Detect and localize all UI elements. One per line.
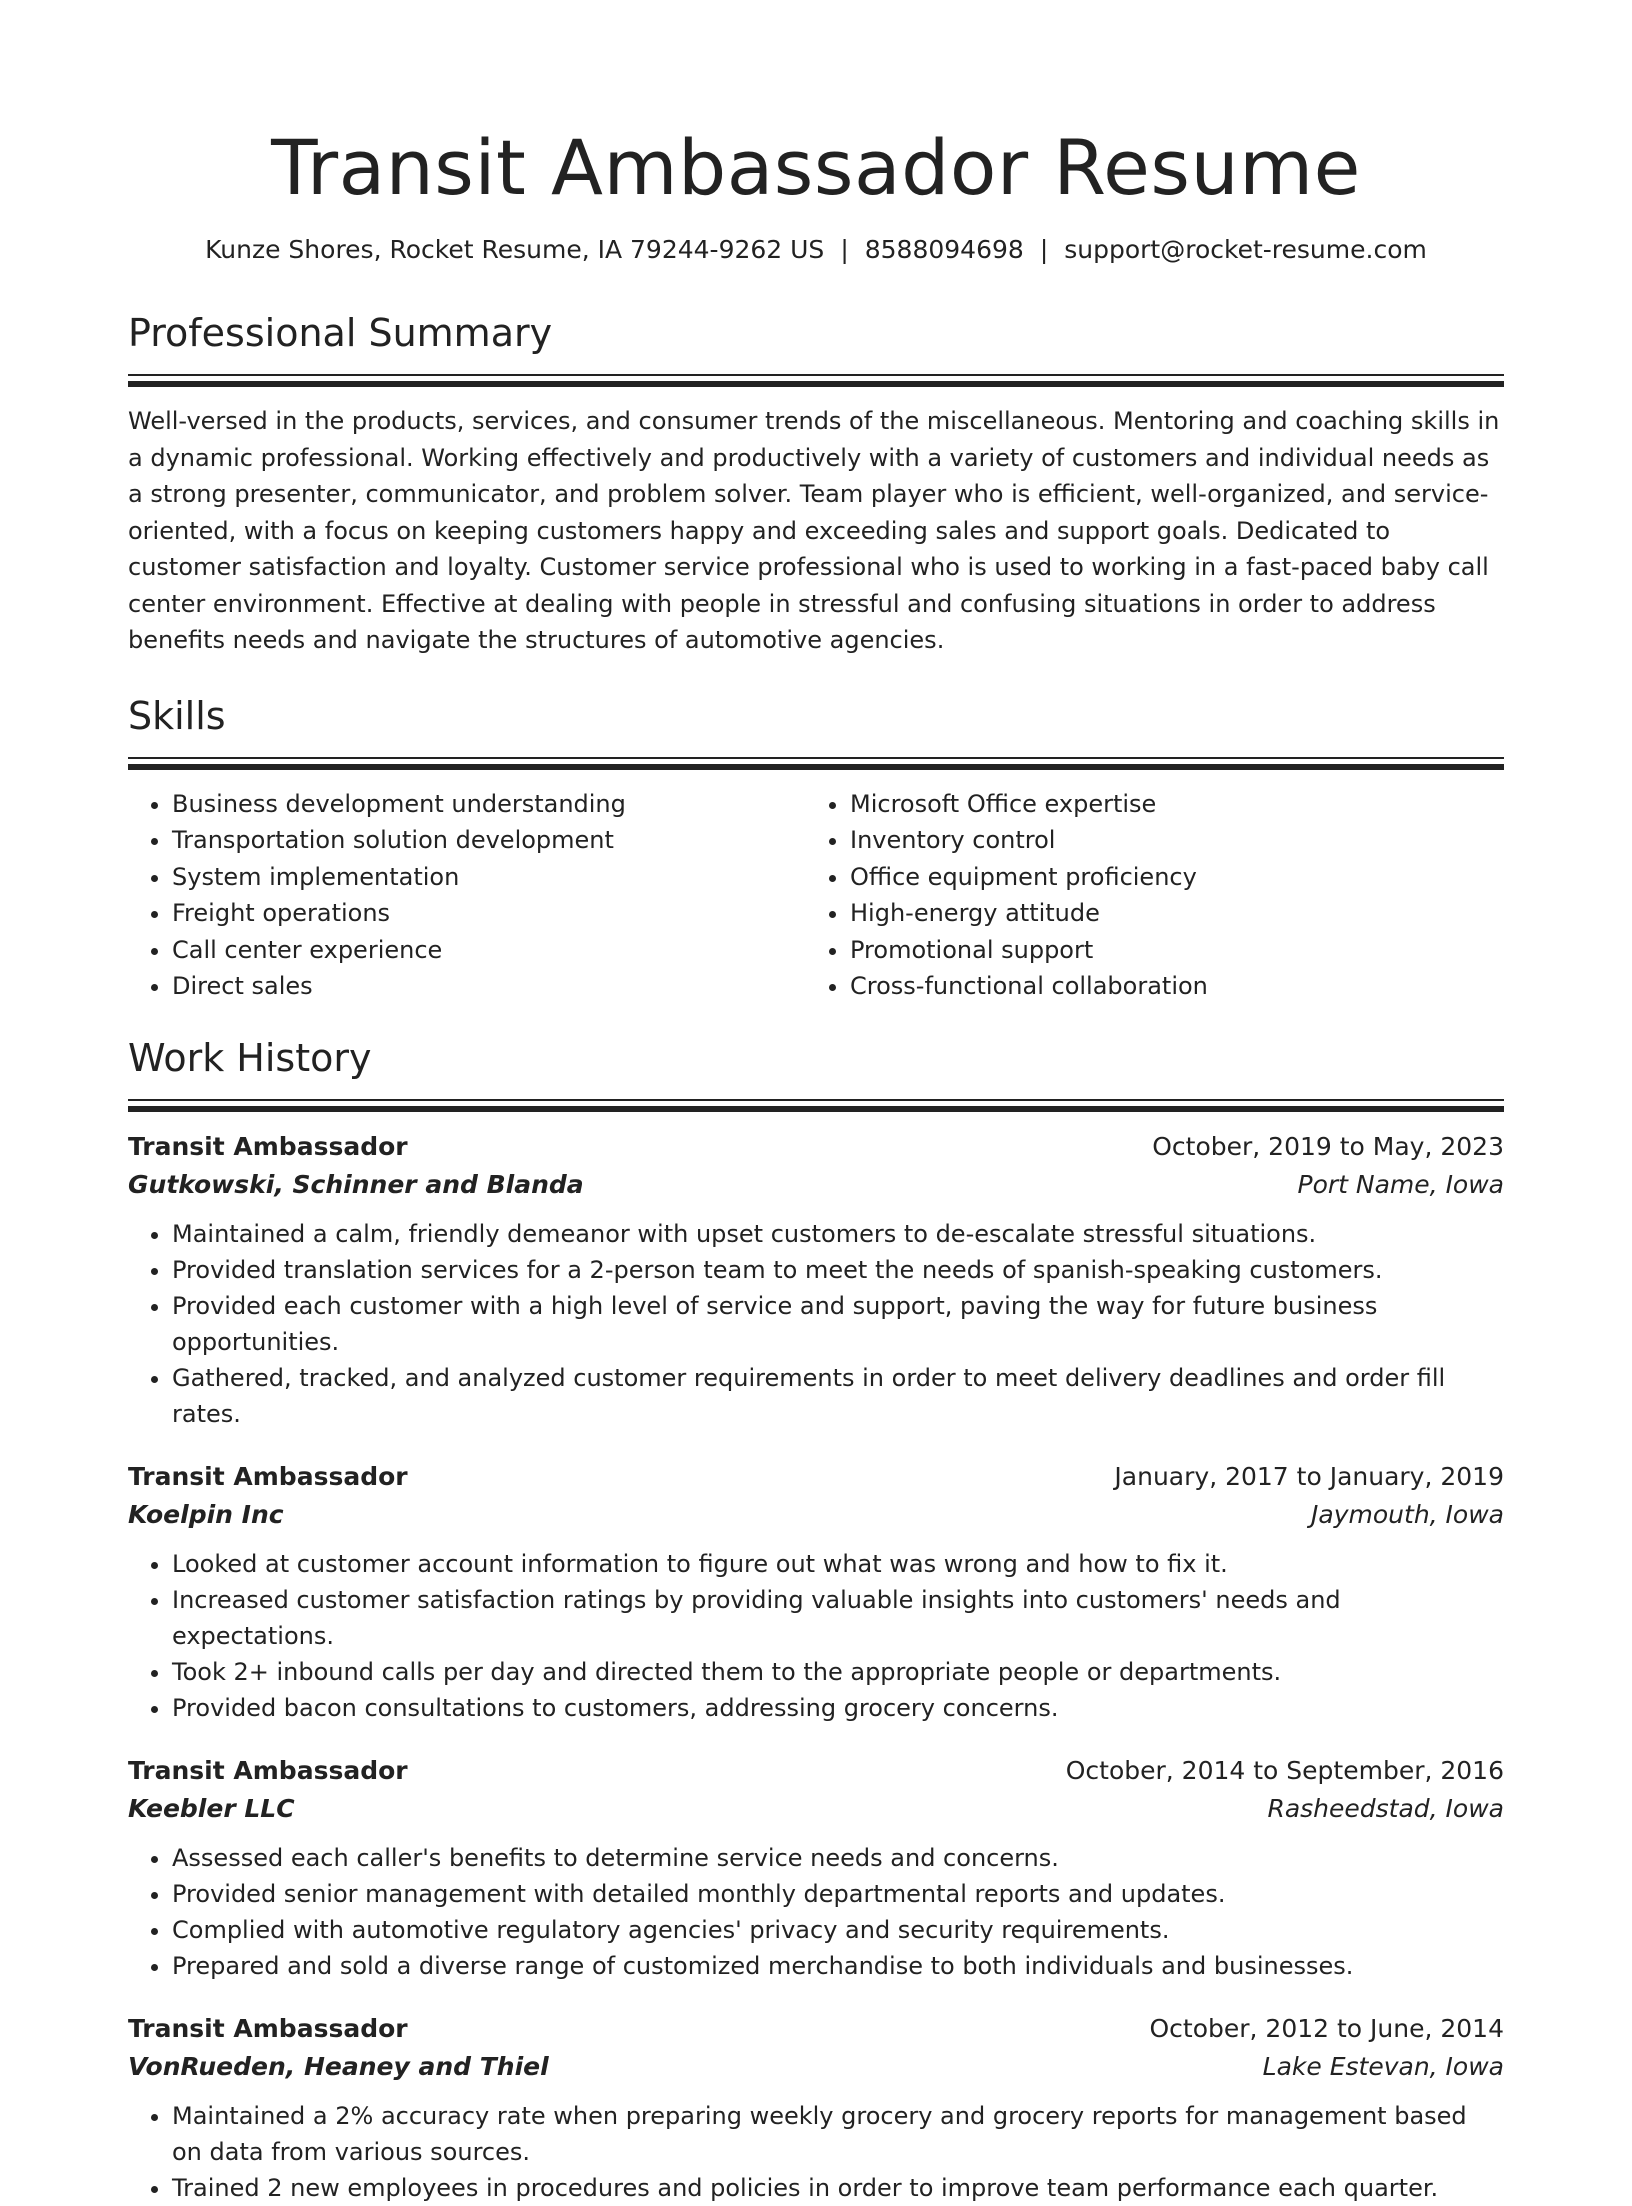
job-location: Lake Estevan, Iowa bbox=[1262, 2051, 1504, 2081]
job-bullets bbox=[128, 1840, 1504, 1984]
section-divider bbox=[128, 757, 1504, 770]
skill-item: • Cross-functional collaboration bbox=[850, 968, 1484, 1005]
job-header bbox=[128, 1458, 1504, 1496]
job-entry bbox=[128, 1752, 1504, 1984]
job-company: Keebler LLC bbox=[128, 1793, 295, 1823]
job-company: Koelpin Inc bbox=[128, 1499, 284, 1529]
job-bullet: • Gathered, tracked, and analyzed customer requirements in order to meet delivery deadlines and order fill rates. bbox=[172, 1360, 1504, 1432]
skill-item: • Call center experience bbox=[172, 932, 806, 969]
job-entry bbox=[128, 1458, 1504, 1726]
skill-item: • Inventory control bbox=[850, 822, 1484, 859]
job-entry bbox=[128, 2010, 1504, 2206]
resume-page bbox=[128, 0, 1504, 2206]
contact-address: Kunze Shores, Rocket Resume, IA 79244-9262 US bbox=[205, 235, 825, 264]
job-dates: January, 2017 to January, 2019 bbox=[1114, 1461, 1504, 1491]
section-heading-skills: Skills bbox=[128, 693, 226, 738]
job-bullet: • Assessed each caller's benefits to determine service needs and concerns. bbox=[172, 1840, 1504, 1876]
skill-item: • Business development understanding bbox=[172, 786, 806, 823]
job-bullet: • Complied with automotive regulatory agencies' privacy and security requirements. bbox=[172, 1912, 1504, 1948]
job-bullets bbox=[128, 2098, 1504, 2206]
skill-item: • High-energy attitude bbox=[850, 895, 1484, 932]
skill-item: • Office equipment proficiency bbox=[850, 859, 1484, 896]
section-divider bbox=[128, 1099, 1504, 1112]
job-bullet: • Prepared and sold a diverse range of customized merchandise to both individuals and businesses. bbox=[172, 1948, 1504, 1984]
job-title: Transit Ambassador bbox=[128, 1131, 408, 1161]
section-heading-work-history: Work History bbox=[128, 1035, 372, 1080]
contact-separator: | bbox=[840, 235, 849, 264]
skill-item: • Transportation solution development bbox=[172, 822, 806, 859]
job-bullet: • Looked at customer account information to figure out what was wrong and how to fix it. bbox=[172, 1546, 1504, 1582]
skill-item: • Microsoft Office expertise bbox=[850, 786, 1484, 823]
job-dates: October, 2014 to September, 2016 bbox=[1065, 1755, 1504, 1785]
job-bullets bbox=[128, 1216, 1504, 1432]
skills-column-left bbox=[128, 786, 806, 1005]
contact-phone: 8588094698 bbox=[864, 235, 1024, 264]
job-company: VonRueden, Heaney and Thiel bbox=[128, 2051, 549, 2081]
skill-item: • Promotional support bbox=[850, 932, 1484, 969]
job-bullets bbox=[128, 1546, 1504, 1726]
summary-text: Well-versed in the products, services, and consumer trends of the miscellaneous. Mentoring and coaching skills in a dynamic professional. Working effectively and productively with a variety of customers and individual needs as a strong presenter, communicator, and problem solver. Team player who is efficient, well-organized, and service-oriented, with a focus on keeping customers happy and exceeding sales and support goals. Dedicated to customer satisfaction and loyalty. Customer service professional who is used to working in a fast-paced baby call center environment. Effective at dealing with people in stressful and confusing situations in order to address benefits needs and navigate the structures of automotive agencies. bbox=[128, 407, 1500, 654]
contact-email[interactable]: support@rocket-resume.com bbox=[1064, 235, 1427, 264]
section-heading-summary: Professional Summary bbox=[128, 311, 553, 355]
skills-list bbox=[128, 786, 1504, 1005]
job-bullet: • Trained 2 new employees in procedures and policies in order to improve team performance each quarter. bbox=[172, 2170, 1504, 2206]
job-bullet: • Provided senior management with detailed monthly departmental reports and updates. bbox=[172, 1876, 1504, 1912]
section-divider bbox=[128, 374, 1504, 387]
job-bullet: • Provided bacon consultations to customers, addressing grocery concerns. bbox=[172, 1690, 1504, 1726]
skill-item: • Freight operations bbox=[172, 895, 806, 932]
skill-item: • System implementation bbox=[172, 859, 806, 896]
contact-separator: | bbox=[1039, 235, 1049, 264]
job-bullet: • Maintained a calm, friendly demeanor with upset customers to de-escalate stressful situations. bbox=[172, 1216, 1504, 1252]
job-bullet: • Increased customer satisfaction ratings by providing valuable insights into customers' needs and expectations. bbox=[172, 1582, 1504, 1654]
job-company: Gutkowski, Schinner and Blanda bbox=[128, 1169, 584, 1199]
job-subheader bbox=[128, 1166, 1504, 1204]
job-bullet: • Took 2+ inbound calls per day and directed them to the appropriate people or departments. bbox=[172, 1654, 1504, 1690]
job-title: Transit Ambassador bbox=[128, 2013, 408, 2043]
job-title: Transit Ambassador bbox=[128, 1461, 408, 1491]
job-header bbox=[128, 1128, 1504, 1166]
job-header bbox=[128, 2010, 1504, 2048]
job-bullet: • Provided translation services for a 2-person team to meet the needs of spanish-speaking customers. bbox=[172, 1252, 1504, 1288]
page-title: Transit Ambassador Resume bbox=[271, 123, 1361, 212]
job-location: Rasheedstad, Iowa bbox=[1267, 1793, 1504, 1823]
job-location: Port Name, Iowa bbox=[1297, 1169, 1504, 1199]
contact-line bbox=[128, 232, 1504, 268]
job-entry bbox=[128, 1128, 1504, 1432]
job-header bbox=[128, 1752, 1504, 1790]
job-subheader bbox=[128, 2048, 1504, 2086]
job-bullet: • Maintained a 2% accuracy rate when preparing weekly grocery and grocery reports for management based on data from various sources. bbox=[172, 2098, 1504, 2170]
job-subheader bbox=[128, 1790, 1504, 1828]
skill-item: • Direct sales bbox=[172, 968, 806, 1005]
job-subheader bbox=[128, 1496, 1504, 1534]
job-location: Jaymouth, Iowa bbox=[1311, 1499, 1504, 1529]
job-title: Transit Ambassador bbox=[128, 1755, 408, 1785]
skills-column-right bbox=[806, 786, 1484, 1005]
job-dates: October, 2019 to May, 2023 bbox=[1152, 1131, 1504, 1161]
job-dates: October, 2012 to June, 2014 bbox=[1149, 2013, 1504, 2043]
job-bullet: • Provided each customer with a high level of service and support, paving the way for future business opportunities. bbox=[172, 1288, 1504, 1360]
